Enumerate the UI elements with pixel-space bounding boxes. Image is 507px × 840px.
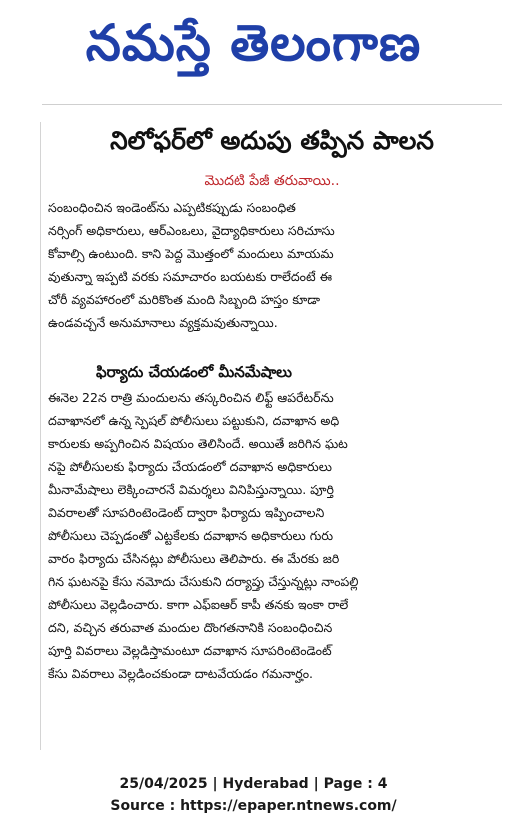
top-divider [42,104,502,105]
text-line: సంబంధించిన ఇండెంట్‌ను ఎప్పటికప్పుడు సంబంధిత [48,200,296,215]
text-line: కేసు వివరాలు వెల్లడించకుండా దాటవేయడం గమనార్హం. [48,666,314,681]
masthead [0,0,507,100]
text-line: మీనామేషాలు లెక్కించారనే విమర్శలు వినిపిస్తున్నాయి. పూర్తి [48,482,334,497]
footer-source: Source : https://epaper.ntnews.com/ [110,798,397,814]
article-subheading: ఫిర్యాదు చేయడంలో మీనమేషాలు [96,363,292,381]
text-line: వుతున్నా ఇప్పటి వరకు సమాచారం బయటకు రాలేదంటే ఈ [48,269,333,284]
column-left-rule [40,122,41,750]
text-line: నర్సింగ్ అధికారులు, ఆర్‌ఎంఒలు, వైద్యాధికారులు సరిచూసు [48,223,335,238]
text-line: వారం ఫిర్యాదు చేసినట్లు పోలీసులు తెలిపారు. ఈ మేరకు జరి [48,551,340,566]
text-line: నపై పోలీసులకు ఫిర్యాదు చేయడంలో దవాఖాన అధికారులు [48,459,332,474]
text-line: ఈనెల 22న రాత్రి మందులను తస్కరించిన లిఫ్ట్ ఆపరేటర్‌ను [48,390,334,405]
text-line: దని, వచ్చిన తరువాత మందుల దొంగతనానికి సంబంధించిన [48,620,333,635]
article-paragraph-1 [48,196,500,334]
text-line: గిన ఘటనపై కేసు నమోదు చేసుకుని దర్యాప్తు చేస్తున్నట్లు నాంపల్లి [48,574,359,589]
text-line: చోరీ వ్యవహారంలో మరికొంత మంది సిబ్బంది హస్తం కూడా [48,292,320,307]
article-headline: నిలోఫర్‌లో అదుపు తప్పిన పాలన [110,126,434,155]
text-line: పోలీసులు చెప్పడంతో ఎట్టకేలకు దవాఖాన అధికారులు గురు [48,528,334,543]
text-line: దవాఖానలో ఉన్న స్పెషల్ పోలీసులు పట్టుకుని, దవాఖాన అధి [48,413,340,428]
text-line: పోలీసులు వెల్లడించారు. కాగా ఎఫ్‌ఐఆర్ కాపీ తనకు ఇంకా రాలే [48,597,349,612]
text-line: కారులకు అప్పగించిన విషయం తెలిసిందే. అయితే జరిగిన ఘట [48,436,348,451]
article-paragraph-2 [48,386,500,685]
masthead-logo-title: నమస్తే తెలంగాణ [85,14,422,72]
text-line: కోవాల్సి ఉంటుంది. కాని పెద్ద మొత్తంలో మందులు మాయమ [48,246,334,261]
footer-dateline: 25/04/2025 | Hyderabad | Page : 4 [119,776,388,792]
continued-from-front-page: మొదటి పేజీ తరువాయి.. [204,173,340,189]
text-line: ఉండవచ్చనే అనుమానాలు వ్యక్తమవుతున్నాయి. [48,315,278,330]
text-line: పూర్తి వివరాలు వెల్లడిస్తామంటూ దవాఖాన సూపరింటెండెంట్ [48,643,332,658]
text-line: వివరాలతో సూపరింటెండెంట్ ద్వారా ఫిర్యాదు ఇప్పించాలని [48,505,325,520]
